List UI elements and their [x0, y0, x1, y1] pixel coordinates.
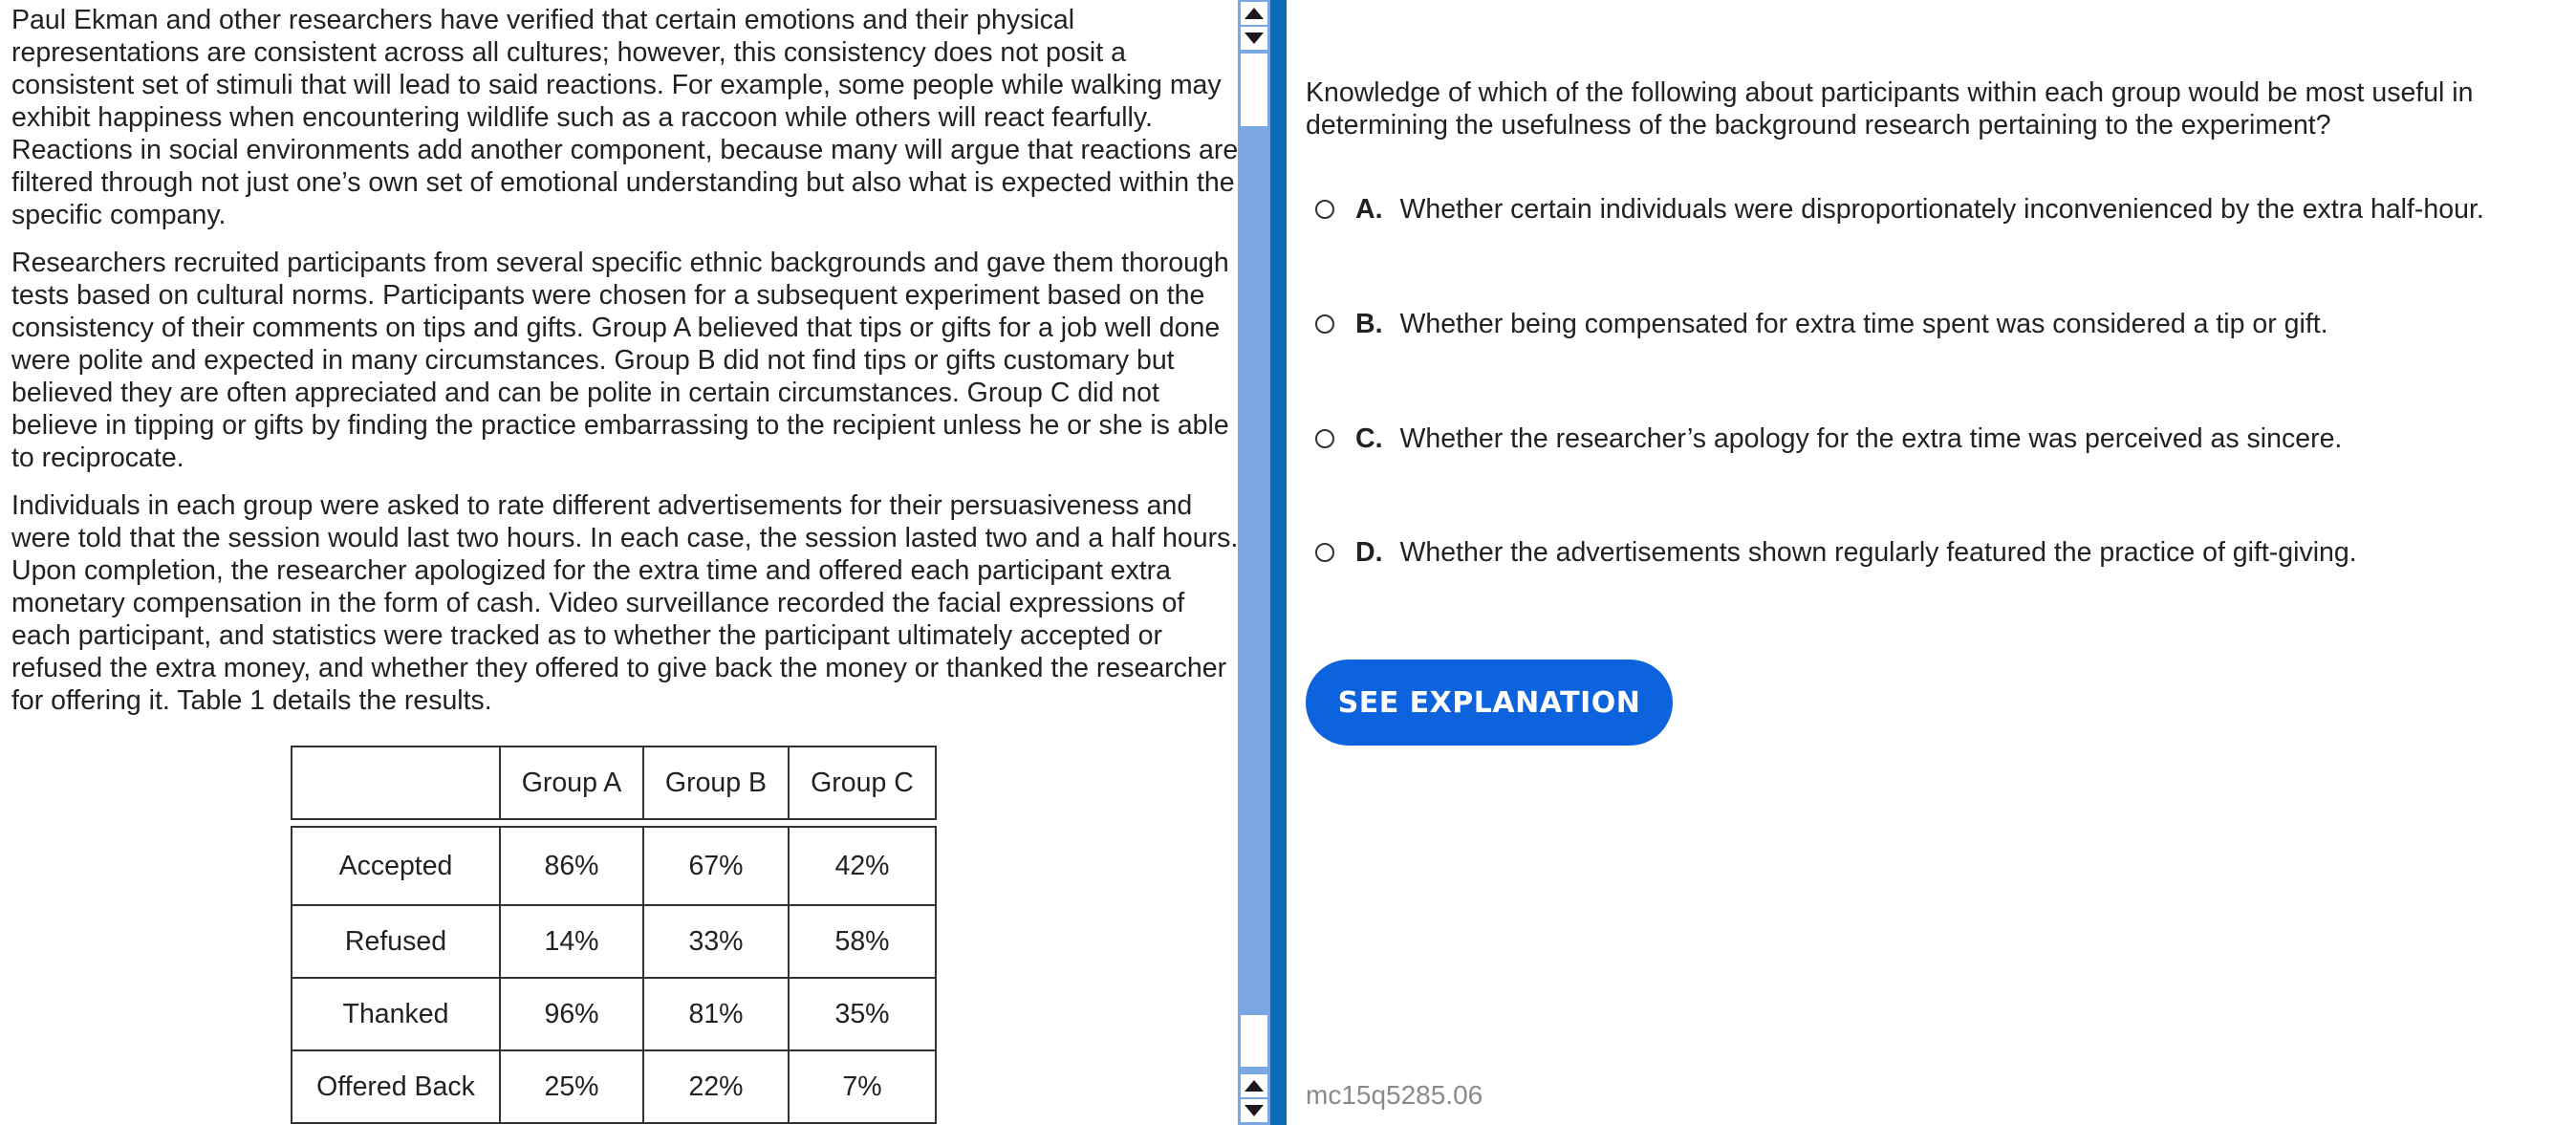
table-row	[291, 906, 937, 979]
answer-option-b[interactable]	[1315, 308, 2328, 340]
pane-divider[interactable]	[1270, 0, 1287, 1125]
table-cell: 33%	[642, 906, 788, 979]
triangle-down-icon	[1245, 32, 1264, 44]
scrollbar-track-bottom[interactable]	[1241, 1015, 1267, 1067]
results-table	[291, 746, 937, 1124]
scroll-up-button[interactable]	[1241, 2, 1267, 25]
table-cell: 42%	[788, 826, 937, 906]
passage-paragraph-1: Paul Ekman and other researchers have verified that certain emotions and their physical representations are consistent across all cultures; however, this consistency does not posit a consistent set of stimuli that will lead to said reactions. For example, some people while walking may exhibit happiness when encountering wildlife such as a raccoon while others will react fearfully. Reactions in social environments add another component, because many will argue that reactions are filtered through not just one’s own set of emotional understanding but also what is expected within the specific company.	[11, 5, 1238, 230]
option-letter: A.	[1355, 194, 1383, 225]
option-text: Whether being compensated for extra time spent was considered a tip or gift.	[1399, 309, 2328, 339]
table-header-cell: Group C	[788, 746, 937, 820]
option-letter: B.	[1355, 309, 1383, 339]
answer-option-d[interactable]	[1315, 536, 2357, 569]
table-header-cell: Group A	[499, 746, 642, 820]
table-cell: 96%	[499, 979, 642, 1051]
option-text: Whether the researcher’s apology for the extra time was perceived as sincere.	[1399, 423, 2343, 454]
option-text: Whether certain individuals were disproportionately inconvenienced by the extra half-hour.	[1399, 194, 2484, 225]
table-row	[291, 979, 937, 1051]
table-header-cell: Group B	[642, 746, 788, 820]
question-pane	[1287, 0, 2576, 1125]
passage-scrollbar[interactable]	[1238, 0, 1270, 1125]
option-letter: C.	[1355, 423, 1383, 454]
row-label: Offered Back	[291, 1051, 499, 1124]
table-row	[291, 826, 937, 906]
passage-paragraph-2: Researchers recruited participants from several specific ethnic backgrounds and gave them thorough tests based on cultural norms. Participants were chosen for a subsequent experiment based on the consistency of their comments on tips and gifts. Group A believed that tips or gifts for a job well done were polite and expected in many circumstances. Group B did not find tips or gifts customary but believed they are often appreciated and can be polite in certain circumstances. Group C did not believe in tipping or gifts by finding the practice embarrassing to the recipient unless he or she is able to reciprocate.	[11, 248, 1229, 473]
radio-circle-icon[interactable]	[1315, 200, 1334, 219]
row-label: Thanked	[291, 979, 499, 1051]
table-cell: 7%	[788, 1051, 937, 1124]
triangle-up-icon	[1245, 8, 1264, 19]
table-cell: 35%	[788, 979, 937, 1051]
table-cell: 25%	[499, 1051, 642, 1124]
table-row	[291, 1051, 937, 1124]
radio-circle-icon[interactable]	[1315, 429, 1334, 448]
scroll-up-button-bottom[interactable]	[1241, 1074, 1267, 1097]
scroll-down-button[interactable]	[1241, 27, 1267, 50]
answer-option-c[interactable]	[1315, 422, 2342, 455]
table-cell: 58%	[788, 906, 937, 979]
question-stem: Knowledge of which of the following about participants within each group would be most useful in determining the usefulness of the background research pertaining to the experiment?	[1306, 77, 2474, 141]
radio-circle-icon[interactable]	[1315, 314, 1334, 334]
passage	[11, 4, 1238, 732]
passage-pane	[0, 0, 1238, 1125]
table-cell: 14%	[499, 906, 642, 979]
table-header-row	[291, 746, 937, 820]
scroll-down-button-bottom[interactable]	[1241, 1099, 1267, 1122]
option-text: Whether the advertisements shown regularly featured the practice of gift-giving.	[1399, 537, 2357, 568]
passage-paragraph-3: Individuals in each group were asked to rate different advertisements for their persuasiveness and were told that the session would last two hours. In each case, the session lasted two and a half hours. Upon completion, the researcher apologized for the extra time and offered each participant extra monetary compensation in the form of cash. Video surveillance recorded the facial expressions of each participant, and statistics were tracked as to whether the participant ultimately accepted or refused the extra money, and whether they offered to give back the money or thanked the researcher for offering it. Table 1 details the results.	[11, 490, 1238, 716]
table-cell: 22%	[642, 1051, 788, 1124]
row-label: Accepted	[291, 826, 499, 906]
radio-circle-icon[interactable]	[1315, 543, 1334, 562]
triangle-up-icon	[1245, 1080, 1264, 1092]
table-cell: 86%	[499, 826, 642, 906]
triangle-down-icon	[1245, 1105, 1264, 1116]
row-label: Refused	[291, 906, 499, 979]
table-cell: 67%	[642, 826, 788, 906]
scrollbar-track-top[interactable]	[1241, 54, 1267, 126]
results-table-wrapper	[291, 746, 937, 1124]
see-explanation-button[interactable]: SEE EXPLANATION	[1306, 660, 1673, 746]
question-id: mc15q5285.06	[1306, 1080, 1483, 1110]
table-cell: 81%	[642, 979, 788, 1051]
answer-option-a[interactable]	[1315, 193, 2484, 226]
option-letter: D.	[1355, 537, 1383, 568]
table-header-cell	[291, 746, 499, 820]
